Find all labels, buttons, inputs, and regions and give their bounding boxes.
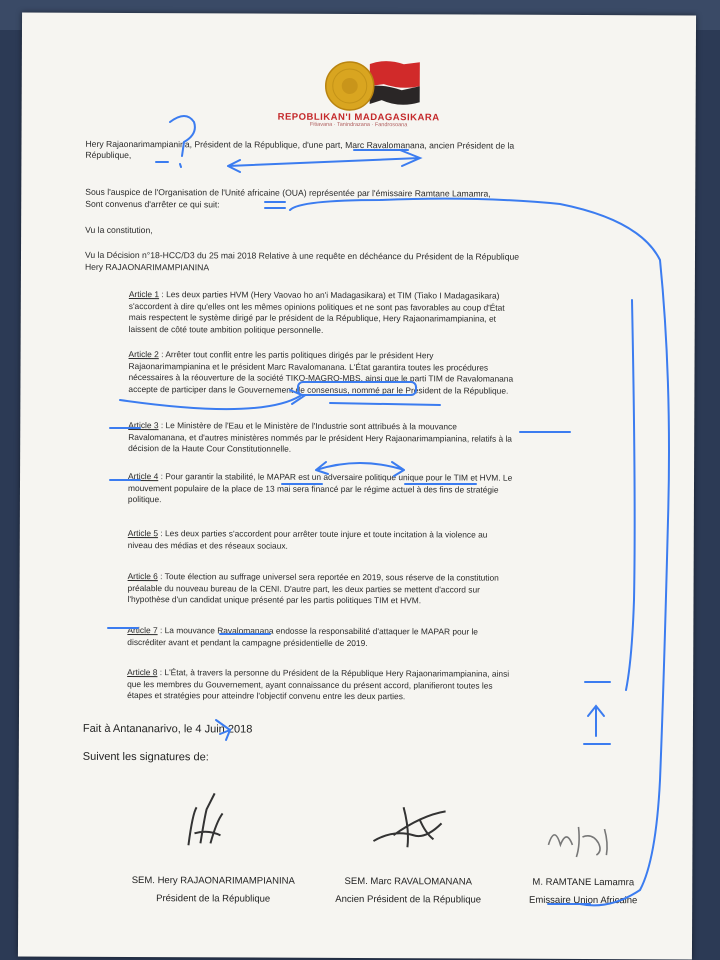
article-label: Article 1 — [128, 289, 160, 300]
article-text: étapes et stratégies pour atteindre l'objectif convenu entre les deux parties. — [127, 689, 406, 702]
article-text: mais respectent le système dirigé par le président de la République, Hery Rajaonarimampianina, et — [128, 312, 497, 324]
article-2 — [128, 349, 628, 397]
article-text: : Les deux parties s'accordent pour arrêter toute injure et toute incitation à la violence au — [158, 528, 488, 540]
signatures-intro: Suivent les signatures de: — [82, 750, 209, 764]
signatory-title: Président de la République — [156, 893, 271, 905]
signature-ravalomanana — [363, 789, 463, 859]
article-text: : Le Ministère de l'Eau et le Ministère de l'Industrie sont attribués à la mouvance — [158, 420, 457, 432]
republic-emblem — [312, 56, 422, 116]
article-label: Article 5 — [127, 528, 159, 539]
auspice-line: Sous l'auspice de l'Organisation de l'Unité africaine (OUA) représentée par l'émissaire Ramtane Lamamra, — [85, 186, 491, 199]
article-label: Article 4 — [128, 471, 159, 482]
article-text: : Toute élection au suffrage universel sera reportée en 2019, sous réserve de la constitution — [157, 571, 499, 583]
republic-motto: Fitiavana · Tanindrazana · Fandrosoana — [309, 121, 408, 129]
article-4 — [128, 471, 628, 508]
article-text: discréditer avant et pendant la campagne présidentielle de 2019. — [127, 636, 368, 648]
signatory-name: SEM. Marc RAVALOMANANA — [344, 875, 473, 888]
article-text: préalable du nouveau bureau de la CENI. D'autre part, les deux parties se mettent d'accord sur — [127, 582, 480, 595]
article-5 — [128, 528, 628, 553]
article-6 — [127, 571, 627, 608]
signatory-title: Emissaire Union Africaine — [529, 894, 638, 907]
flag-icon — [370, 61, 420, 105]
seal-icon — [326, 62, 374, 110]
vu-constitution: Vu la constitution, — [85, 224, 153, 236]
article-text: l'hypothèse d'un candidat unique présenté par les partis politiques TIM et HVM. — [127, 593, 422, 606]
article-text: politique. — [127, 494, 162, 505]
signatory-name: SEM. Hery RAJAONARIMAMPIANINA — [131, 875, 295, 887]
article-text: : Les deux parties HVM (Hery Vaovao ho an'i Madagasikara) et TIM (Tiako I Madagasikara) — [159, 289, 500, 301]
signatory-title: Ancien Président de la République — [335, 893, 482, 906]
article-text: mouvement populaire de la place de 13 mai sera financé par le régime actuel à des fins de stratégie — [127, 482, 499, 495]
article-label: Article 7 — [127, 624, 158, 636]
article-text: Ravalomanana, et d'autres ministères nommés par le président Hery Rajaonarimampianina, relatifs à la — [128, 431, 513, 444]
letterhead — [22, 13, 696, 128]
article-7 — [127, 625, 627, 650]
article-text: nécessaires à la réouverture de la société TIKO-MAGRO-MBS, ainsi que le parti TIM de Ravalomanana — [128, 372, 514, 384]
article-text: : La mouvance Ravalomanana endosse la responsabilité d'attaquer le MAPAR pour le — [157, 625, 479, 637]
article-1 — [129, 289, 629, 337]
vu-decision-line-2: Hery RAJAONARIMAMPIANINA — [84, 261, 210, 273]
convenus-line: Sont convenus d'arrêter ce qui suit: — [85, 198, 220, 210]
article-text: Rajaonarimampianina et le président Marc Ravalomanana. L'État garantira toutes les procédures — [128, 360, 489, 373]
article-text: laissent de côté toute ambition politique personnelle. — [128, 323, 324, 335]
parties-line-2: République, — [85, 149, 132, 161]
article-label: Article 2 — [128, 349, 159, 360]
signatory-name: M. RAMTANE Lamamra — [532, 876, 635, 889]
article-label: Article 3 — [128, 420, 159, 431]
signature-lamamra — [538, 815, 618, 865]
article-text: que les membres du Gouvernement, ayant connaissance du présent accord, planifieront toutes les — [127, 678, 493, 691]
article-text: s'accordent à dire qu'elles ont les mêmes opinions politiques et ne sont pas favorables au coup d'État — [128, 300, 505, 313]
article-text: décision de la Haute Cour Constitutionnelle. — [128, 443, 292, 454]
article-8 — [127, 667, 627, 704]
article-text: : Arrêter tout conflit entre les partis politiques dirigés par le président Hery — [158, 349, 434, 361]
parties-line: Hery Rajaonarimampianina, Président de la République, d'une part, Marc Ravalomanana, ancien Président de la — [85, 138, 515, 151]
article-3 — [128, 420, 628, 457]
signature-rajaonarimampianina — [158, 783, 248, 853]
article-label: Article 8 — [127, 666, 158, 678]
article-text: accepte de participer dans le Gouvernement de consensus, nommé par le Président de la République. — [128, 383, 509, 396]
article-text: : Pour garantir la stabilité, le MAPAR est un adversaire politique unique pour le TIM et HVM. Le — [158, 471, 513, 483]
article-text: : L'État, à travers la personne du Président de la République Hery Rajaonarimampianina, ainsi — [157, 667, 510, 679]
signing-place-date: Fait à Antananarivo, le 4 Juin 2018 — [82, 722, 253, 736]
vu-decision: Vu la Décision n°18-HCC/D3 du 25 mai 2018 Relative à une requête en déchéance du Président de la République — [84, 249, 520, 262]
document-page — [18, 13, 696, 960]
republic-name: REPOBLIKAN'I MADAGASIKARA — [277, 111, 440, 124]
article-text: niveau des médias et des réseaux sociaux. — [127, 539, 288, 551]
article-label: Article 6 — [127, 571, 158, 582]
